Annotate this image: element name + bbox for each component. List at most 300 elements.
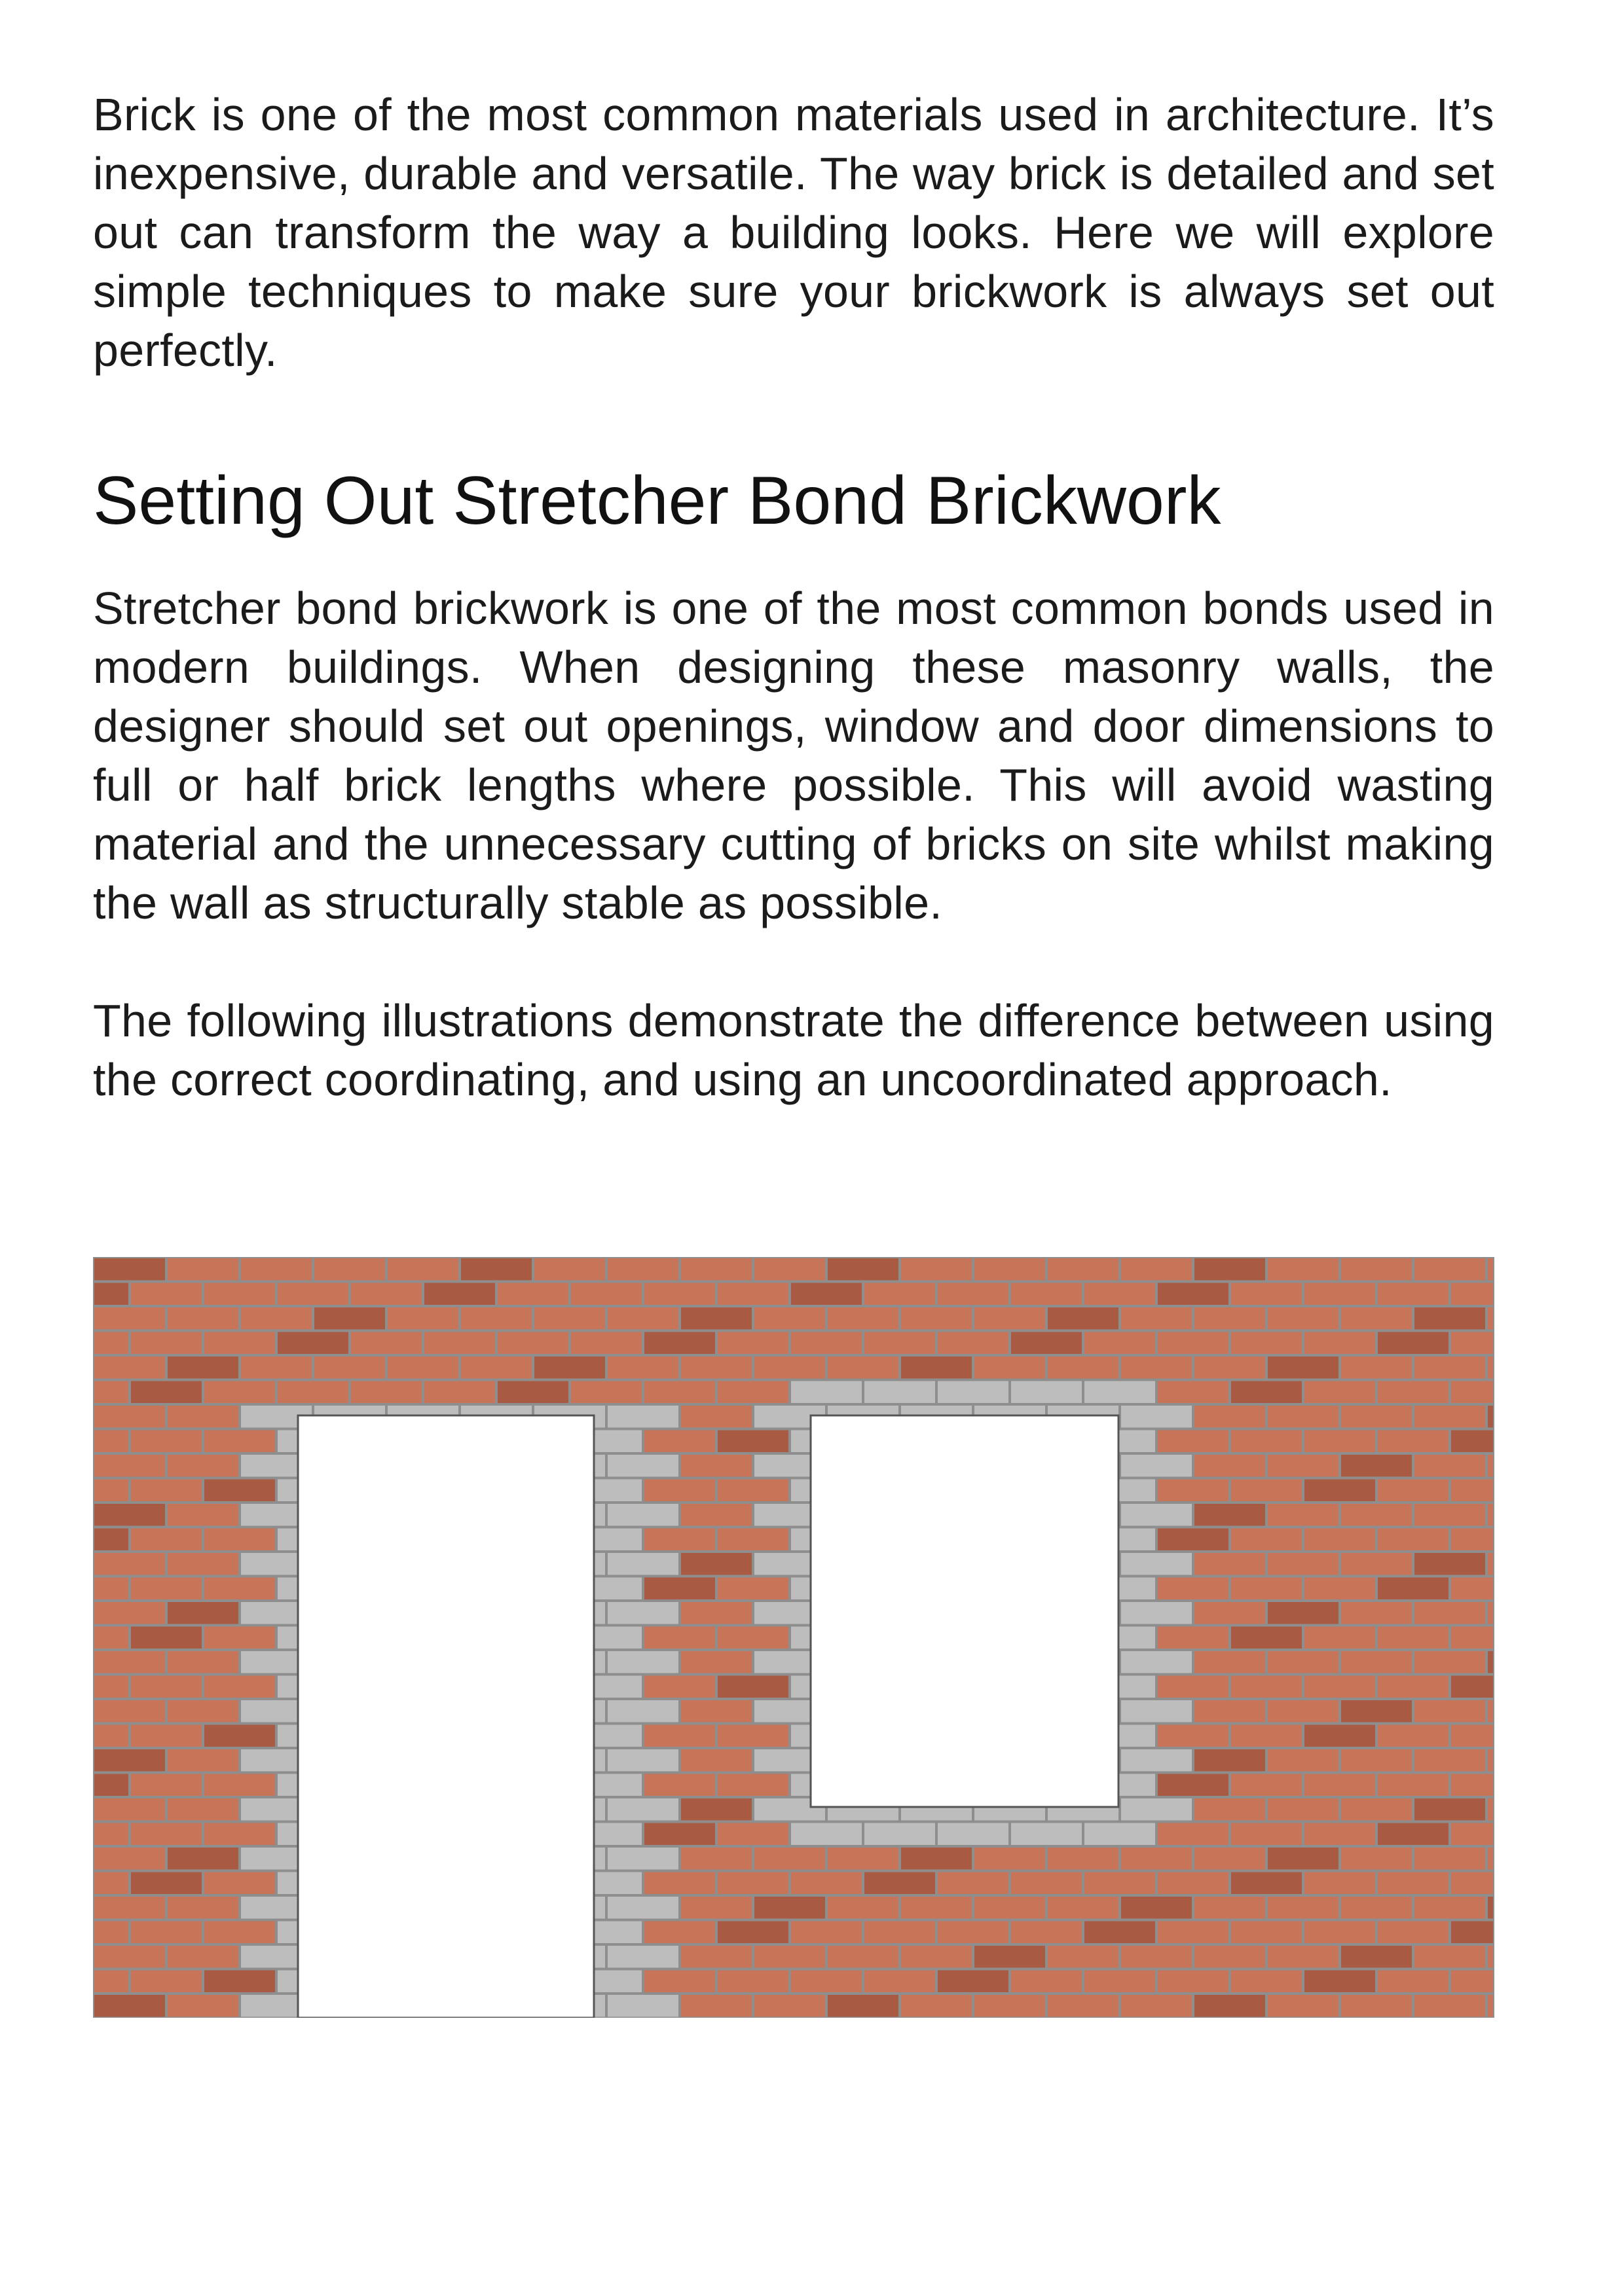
brick — [681, 1749, 752, 1772]
body-paragraph-1: Stretcher bond brickwork is one of the most common bonds used in modern buildings. When designing these masonry walls, the designer should set out openings, window and door dimensions to full or half brick lengths where possible. This will avoid wasting material and the unnecessary cutting of bricks on site whilst making the wall as structurally stable as possible. — [93, 583, 1494, 928]
brick — [718, 1627, 788, 1649]
brick — [681, 1897, 752, 1919]
brick — [351, 1381, 422, 1404]
brick — [608, 1504, 678, 1526]
brick — [424, 1283, 495, 1305]
brick — [94, 1995, 165, 2017]
brick — [718, 1332, 788, 1355]
brick — [608, 1946, 678, 1968]
brick — [1121, 1504, 1192, 1526]
brick — [1341, 1553, 1412, 1575]
brick — [1378, 1578, 1449, 1600]
brick — [1121, 1553, 1192, 1575]
brick — [1304, 1725, 1375, 1747]
brick — [1414, 1455, 1485, 1477]
brick — [864, 1971, 935, 1993]
brick — [1378, 1872, 1449, 1895]
brick — [461, 1357, 532, 1379]
brick — [791, 1971, 862, 1993]
brick — [1231, 1381, 1302, 1404]
brick — [718, 1430, 788, 1453]
brick — [1231, 1283, 1302, 1305]
brick — [168, 1455, 238, 1477]
brick — [1304, 1480, 1375, 1502]
brick — [94, 1357, 165, 1379]
brick — [278, 1332, 348, 1355]
brick — [1048, 1897, 1118, 1919]
brick — [1341, 1258, 1412, 1281]
brick — [938, 1283, 1008, 1305]
brick — [1194, 1307, 1265, 1330]
brick — [791, 1283, 862, 1305]
brick — [644, 1676, 715, 1698]
brick — [681, 1651, 752, 1673]
brick — [1048, 1995, 1118, 2017]
brick — [1488, 1946, 1493, 1968]
brick — [791, 1823, 862, 1846]
brick — [94, 1529, 128, 1551]
brick — [681, 1946, 752, 1968]
brick — [718, 1774, 788, 1796]
brick — [1488, 1504, 1493, 1526]
brick — [1194, 1897, 1265, 1919]
brick — [1011, 1971, 1082, 1993]
brick — [644, 1529, 715, 1551]
brick — [1451, 1480, 1493, 1502]
brick — [1048, 1946, 1118, 1968]
brick — [1414, 1406, 1485, 1428]
brick — [94, 1922, 128, 1944]
brick — [681, 1700, 752, 1722]
brick — [644, 1823, 715, 1846]
brick — [608, 1406, 678, 1428]
brick — [1268, 1848, 1338, 1870]
brick — [1304, 1627, 1375, 1649]
brick — [1488, 1848, 1493, 1870]
brick — [644, 1381, 715, 1404]
brick — [1231, 1823, 1302, 1846]
brick — [168, 1798, 238, 1821]
brick — [1268, 1749, 1338, 1772]
brick — [388, 1357, 458, 1379]
brick — [94, 1283, 128, 1305]
brick — [1488, 1749, 1493, 1772]
brick — [1231, 1725, 1302, 1747]
brick — [204, 1823, 275, 1846]
brick — [131, 1725, 202, 1747]
brick — [351, 1332, 422, 1355]
brick — [1194, 1700, 1265, 1722]
brick — [1268, 1700, 1338, 1722]
brick — [938, 1971, 1008, 1993]
brick — [828, 1848, 898, 1870]
brick — [1304, 1823, 1375, 1846]
brick — [1304, 1529, 1375, 1551]
brick — [1121, 1651, 1192, 1673]
brick — [644, 1430, 715, 1453]
brick — [1341, 1700, 1412, 1722]
brick — [1084, 1332, 1155, 1355]
brick — [1084, 1283, 1155, 1305]
brick — [1121, 1258, 1192, 1281]
brick — [1158, 1774, 1228, 1796]
brick-wall-svg — [93, 1257, 1494, 2018]
brick — [498, 1283, 568, 1305]
brick — [1194, 1848, 1265, 1870]
brick — [1121, 1848, 1192, 1870]
brick — [94, 1455, 165, 1477]
brick — [1414, 1749, 1485, 1772]
brick — [1011, 1283, 1082, 1305]
brick — [1158, 1872, 1228, 1895]
brick — [1378, 1922, 1449, 1944]
brick — [1121, 1602, 1192, 1624]
brick — [461, 1258, 532, 1281]
brick — [94, 1725, 128, 1747]
brick — [94, 1897, 165, 1919]
brick — [1378, 1430, 1449, 1453]
brick — [1231, 1332, 1302, 1355]
brick — [94, 1823, 128, 1846]
brick — [1011, 1922, 1082, 1944]
brick — [241, 1357, 312, 1379]
brick — [241, 1307, 312, 1330]
brick — [571, 1381, 642, 1404]
brick — [718, 1725, 788, 1747]
brick — [681, 1357, 752, 1379]
brick — [901, 1357, 972, 1379]
brick — [1158, 1283, 1228, 1305]
brick — [94, 1553, 165, 1575]
brick — [1011, 1332, 1082, 1355]
brick — [204, 1480, 275, 1502]
brick — [94, 1798, 165, 1821]
brick — [608, 1307, 678, 1330]
brick — [534, 1357, 605, 1379]
brick — [1378, 1627, 1449, 1649]
brick — [681, 1798, 752, 1821]
brick — [644, 1578, 715, 1600]
brick — [1378, 1480, 1449, 1502]
brick — [94, 1676, 128, 1698]
brick — [1268, 1258, 1338, 1281]
brick — [1194, 1258, 1265, 1281]
brick — [1488, 1995, 1493, 2017]
brick — [1158, 1823, 1228, 1846]
brick — [1121, 1995, 1192, 2017]
brick — [388, 1258, 458, 1281]
brick — [204, 1872, 275, 1895]
brick — [791, 1381, 862, 1404]
brick — [644, 1332, 715, 1355]
section-heading: Setting Out Stretcher Bond Brickwork — [93, 463, 1221, 539]
brick — [1341, 1307, 1412, 1330]
brick — [94, 1774, 128, 1796]
brick — [644, 1627, 715, 1649]
brick — [1084, 1922, 1155, 1944]
brick — [1268, 1798, 1338, 1821]
brick — [608, 1258, 678, 1281]
brick — [974, 1946, 1045, 1968]
brick — [828, 1357, 898, 1379]
brick — [1231, 1872, 1302, 1895]
brick — [461, 1307, 532, 1330]
brick — [1451, 1529, 1493, 1551]
brick — [94, 1381, 128, 1404]
brick — [314, 1307, 385, 1330]
brick — [424, 1332, 495, 1355]
brick — [1304, 1283, 1375, 1305]
brick — [204, 1332, 275, 1355]
brick — [828, 1946, 898, 1968]
brick — [1194, 1553, 1265, 1575]
brick — [1304, 1381, 1375, 1404]
brick — [1268, 1504, 1338, 1526]
brick — [1084, 1381, 1155, 1404]
brick — [1158, 1971, 1228, 1993]
brick — [1378, 1381, 1449, 1404]
brick — [1268, 1406, 1338, 1428]
brick — [94, 1332, 128, 1355]
brick — [1158, 1480, 1228, 1502]
brick — [94, 1627, 128, 1649]
brick — [754, 1848, 825, 1870]
brick — [754, 1258, 825, 1281]
brick — [1341, 1798, 1412, 1821]
brick — [1414, 1798, 1485, 1821]
brick — [1378, 1332, 1449, 1355]
brick — [608, 1700, 678, 1722]
brick — [864, 1332, 935, 1355]
brick — [1231, 1774, 1302, 1796]
brick — [864, 1872, 935, 1895]
brick — [718, 1676, 788, 1698]
brick — [1048, 1848, 1118, 1870]
brick — [94, 1307, 165, 1330]
brick — [1121, 1455, 1192, 1477]
brick — [1488, 1307, 1493, 1330]
brick — [1341, 1946, 1412, 1968]
brick — [241, 1258, 312, 1281]
brick — [94, 1749, 165, 1772]
brick — [828, 1258, 898, 1281]
brick — [204, 1578, 275, 1600]
brick — [1304, 1332, 1375, 1355]
brick — [608, 1995, 678, 2017]
brick — [718, 1872, 788, 1895]
brick — [388, 1307, 458, 1330]
brick — [131, 1676, 202, 1698]
brick — [754, 1946, 825, 1968]
brick — [681, 1258, 752, 1281]
brick — [974, 1897, 1045, 1919]
brick — [94, 1480, 128, 1502]
brick — [168, 1848, 238, 1870]
brick — [644, 1971, 715, 1993]
brick — [1341, 1602, 1412, 1624]
brick — [1378, 1774, 1449, 1796]
brick — [1121, 1946, 1192, 1968]
brick — [974, 1995, 1045, 2017]
brick — [1268, 1455, 1338, 1477]
brick — [1158, 1578, 1228, 1600]
brick — [571, 1283, 642, 1305]
brick — [718, 1480, 788, 1502]
brick — [1304, 1676, 1375, 1698]
brick — [424, 1381, 495, 1404]
brick — [681, 1455, 752, 1477]
brick — [1451, 1627, 1493, 1649]
brick — [1451, 1430, 1493, 1453]
brick — [1304, 1774, 1375, 1796]
brick — [1011, 1823, 1082, 1846]
brick — [1414, 1602, 1485, 1624]
brick — [168, 1700, 238, 1722]
brick — [1378, 1676, 1449, 1698]
brick — [754, 1357, 825, 1379]
brick — [534, 1307, 605, 1330]
brick — [828, 1897, 898, 1919]
brick — [1414, 1504, 1485, 1526]
brick — [864, 1381, 935, 1404]
brick — [204, 1529, 275, 1551]
brick — [1451, 1578, 1493, 1600]
brick — [168, 1553, 238, 1575]
brick — [1231, 1971, 1302, 1993]
brick — [1268, 1995, 1338, 2017]
brick — [938, 1332, 1008, 1355]
brick — [1304, 1971, 1375, 1993]
brick — [94, 1946, 165, 1968]
brick — [1231, 1922, 1302, 1944]
brick — [938, 1922, 1008, 1944]
intro-paragraph: Brick is one of the most common materials used in architecture. It’s inexpensive, durable and versatile. The way brick is detailed and set out can transform the way a building looks. Here we will explore simple techniques to make sure your brickwork is always set out perfectly. — [93, 89, 1494, 376]
brick — [131, 1283, 202, 1305]
brick — [608, 1602, 678, 1624]
brick — [1158, 1725, 1228, 1747]
brick — [1414, 1357, 1485, 1379]
brick — [608, 1798, 678, 1821]
brick — [1451, 1332, 1493, 1355]
brick — [1194, 1504, 1265, 1526]
brick — [1121, 1307, 1192, 1330]
brick — [131, 1480, 202, 1502]
brick — [571, 1332, 642, 1355]
brick — [791, 1872, 862, 1895]
brick — [1048, 1357, 1118, 1379]
brick — [1231, 1430, 1302, 1453]
door-opening — [298, 1415, 594, 2018]
brick — [1488, 1897, 1493, 1919]
brick — [1268, 1946, 1338, 1968]
brick — [94, 1504, 165, 1526]
brick — [131, 1332, 202, 1355]
brick — [94, 1872, 128, 1895]
brick — [1268, 1651, 1338, 1673]
brick — [498, 1381, 568, 1404]
brick — [1488, 1602, 1493, 1624]
brick — [1488, 1798, 1493, 1821]
brick — [608, 1455, 678, 1477]
brick — [1158, 1676, 1228, 1698]
brick — [1231, 1480, 1302, 1502]
brick — [644, 1774, 715, 1796]
brick — [1451, 1922, 1493, 1944]
brick — [1451, 1823, 1493, 1846]
brick — [754, 1897, 825, 1919]
brick — [1158, 1529, 1228, 1551]
brick — [1341, 1897, 1412, 1919]
brick — [94, 1848, 165, 1870]
brick — [718, 1578, 788, 1600]
brick — [131, 1430, 202, 1453]
brick — [718, 1381, 788, 1404]
brick — [828, 1307, 898, 1330]
brick — [1304, 1872, 1375, 1895]
brick — [938, 1823, 1008, 1846]
brick — [1414, 1307, 1485, 1330]
brick — [1194, 1357, 1265, 1379]
brick — [1341, 1995, 1412, 2017]
brick — [1268, 1897, 1338, 1919]
window-opening — [811, 1415, 1118, 1807]
brick — [1451, 1725, 1493, 1747]
brick — [1488, 1455, 1493, 1477]
brick — [1268, 1357, 1338, 1379]
brick — [204, 1627, 275, 1649]
brick — [1341, 1651, 1412, 1673]
brick — [1121, 1897, 1192, 1919]
brick — [974, 1307, 1045, 1330]
brick — [718, 1971, 788, 1993]
brick — [644, 1922, 715, 1944]
brick — [1194, 1749, 1265, 1772]
brick — [1341, 1455, 1412, 1477]
brick — [131, 1381, 202, 1404]
brick — [168, 1307, 238, 1330]
brick — [1341, 1848, 1412, 1870]
brick — [204, 1922, 275, 1944]
brick — [94, 1430, 128, 1453]
brick — [754, 1307, 825, 1330]
brick — [644, 1725, 715, 1747]
brick — [1341, 1504, 1412, 1526]
brick — [1194, 1602, 1265, 1624]
brick — [168, 1995, 238, 2017]
brick — [1194, 1406, 1265, 1428]
brick — [608, 1553, 678, 1575]
brick — [534, 1258, 605, 1281]
brick — [938, 1381, 1008, 1404]
brick — [1158, 1381, 1228, 1404]
brick — [644, 1872, 715, 1895]
brick — [1268, 1307, 1338, 1330]
brick — [131, 1529, 202, 1551]
brick — [351, 1283, 422, 1305]
brick — [1121, 1749, 1192, 1772]
brick — [131, 1872, 202, 1895]
brick — [498, 1332, 568, 1355]
brick — [1451, 1381, 1493, 1404]
brick — [1194, 1995, 1265, 2017]
brick — [1414, 1651, 1485, 1673]
brick — [681, 1307, 752, 1330]
brick — [1378, 1283, 1449, 1305]
brick — [1158, 1922, 1228, 1944]
brick — [204, 1971, 275, 1993]
brick — [1378, 1725, 1449, 1747]
brick — [94, 1578, 128, 1600]
